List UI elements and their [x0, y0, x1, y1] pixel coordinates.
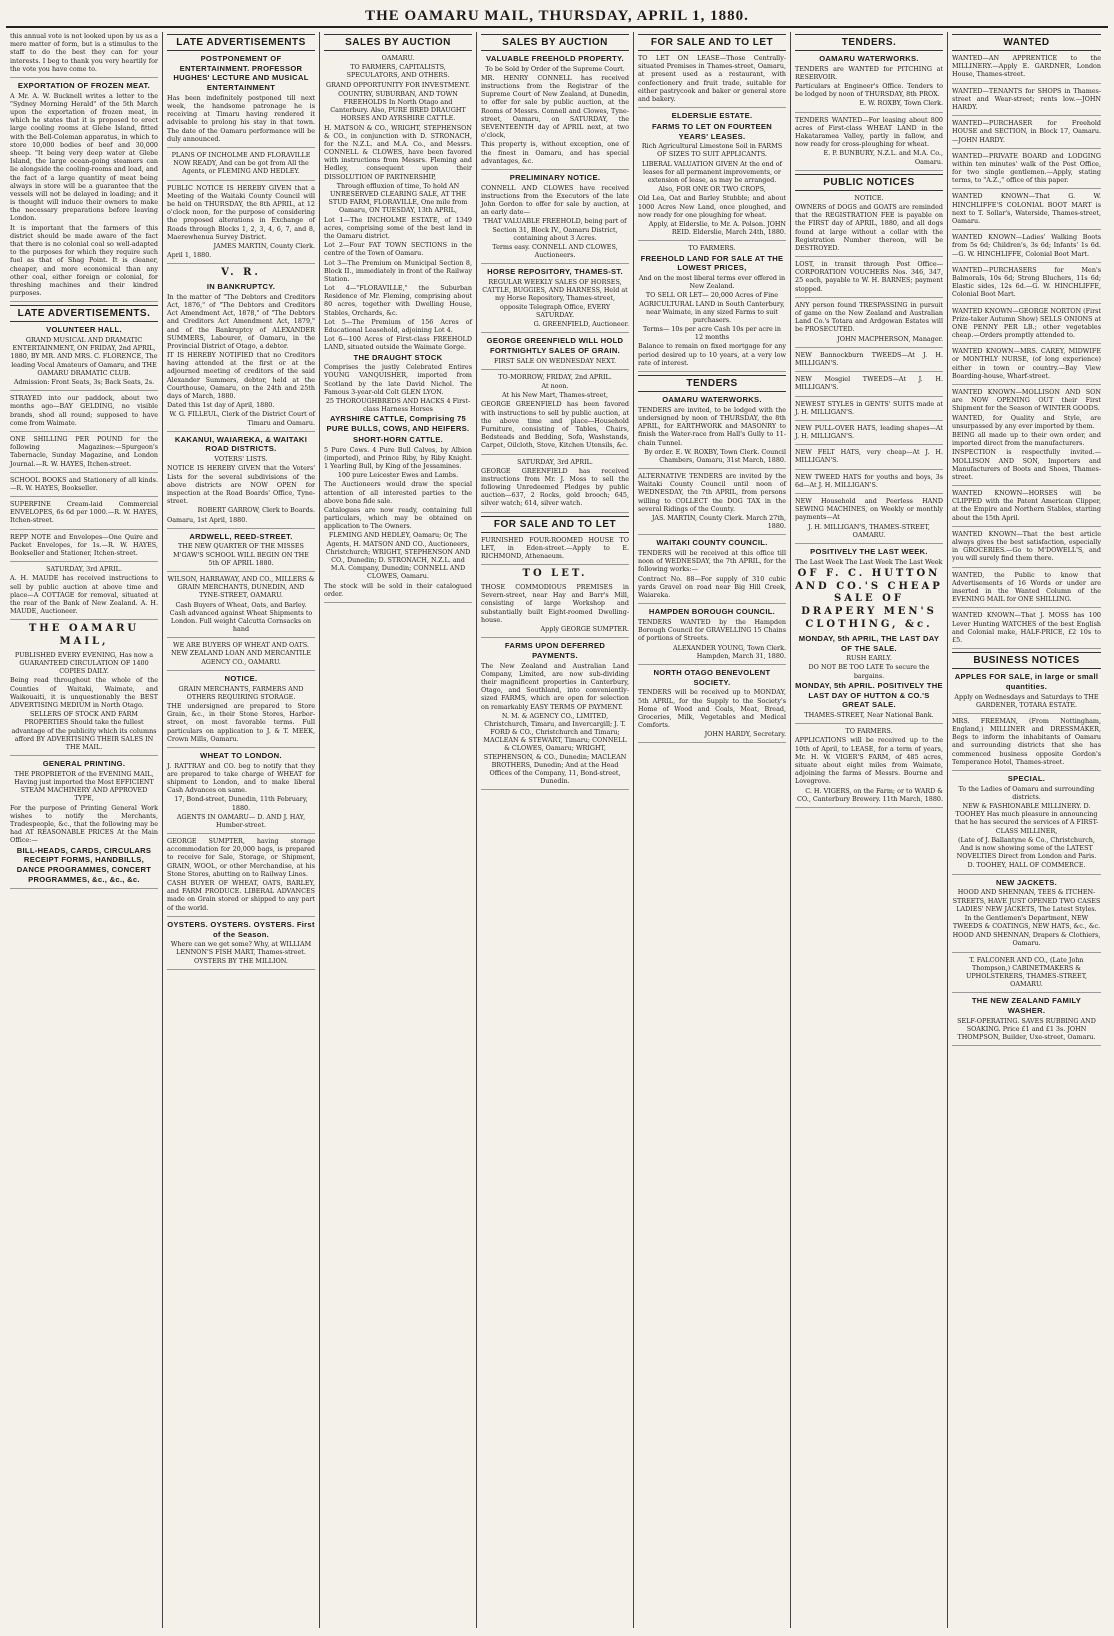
ad-date: Dated this 1st day of April, 1880.: [167, 401, 275, 410]
ad-title: WAITAKI COUNTY COUNCIL.: [656, 538, 768, 548]
column-7: [948, 32, 1105, 1628]
ad-body: THAT VALUABLE FREEHOLD, being part of Section 31, Block IV., Oamaru District, containing about 3 Acres.: [483, 217, 627, 242]
ad-apples: [952, 672, 1101, 714]
ad-wanted: [952, 530, 1101, 568]
ad-title: APPLES FOR SALE, in large or small quantities.: [954, 672, 1099, 691]
ad-title: ARDWELL, REED-STREET.: [189, 531, 293, 541]
ad-body: ONE SHILLING PER POUND for the following Magazines:—Spurgeon's Tabernacle, Sunday Magazine, and London Journal.—R. W. HAYES, Itchen-street.: [10, 434, 158, 468]
ad-body: In the Gentlemen's Department, NEW TWEEDS & COATINGS, NEW HATS, &c., &c.: [952, 913, 1101, 931]
ad-body: 5 Pure Cows. 4 Pure Bull Calves, by Albion (imported), and Prince Riby, by Riby Knight. 1 Yearling Bull, by King of the Jessamines.: [324, 445, 472, 470]
ad-body: Terms— 10s per acre Cash 10s per acre in 12 months: [643, 325, 781, 342]
ad-body: PUBLISHED EVERY EVENING, Has now a GUARANTEED CIRCULATION OF 1400 COPIES DAILY.: [14, 650, 154, 676]
ad-milligan-suits: [795, 400, 943, 421]
ad-body: The stock will be sold in their catalogued order.: [324, 581, 472, 598]
ad-concert: [10, 325, 158, 391]
ad-body: FURNISHED FOUR-ROOMED HOUSE TO LET, in Eden-street.—Apply to E. RICHMOND, Athenaeum.: [481, 535, 629, 561]
ad-title: GEORGE GREENFIELD WILL HOLD FORTNIGHTLY SALES OF GRAIN.: [486, 336, 624, 355]
ad-body: TENDERS WANTED—For leasing about 800 acres of First-class WHEAT LAND in the Hakataramea Valley, partly in fallow, and now ready for cross-ploughing for wheat.: [795, 115, 943, 149]
article-title: EXPORTATION OF FROZEN MEAT.: [17, 80, 151, 90]
ad-signature: W. G. FILLEUL, Clerk of the District Court of Timaru and Oamaru.: [169, 410, 315, 427]
ad-title: NOTICE.: [224, 673, 258, 683]
ad-body: MRS. FREEMAN, (From Nottingham, England,) MILLINER and DRESSMAKER, Begs to inform the inhabitants of Oamaru and surrounding districts that she has commenced business opposite Gordon's Temperance Hotel, Thames-street.: [952, 716, 1101, 766]
ad-title: GENERAL PRINTING.: [42, 759, 126, 769]
ad-title: THE NEW ZEALAND FAMILY WASHER.: [971, 996, 1082, 1016]
ad-wanted: [952, 87, 1101, 117]
ad-body: SUPERFINE Cream-laid Commercial ENVELOPES, 6s 6d per 1000.—R. W. HAYES, Itchen-street.: [10, 500, 158, 525]
ad-wanted: [952, 307, 1101, 345]
section-header-public-notices: PUBLIC NOTICES: [795, 174, 943, 191]
ad-title: IN BANKRUPTCY.: [206, 282, 276, 292]
ad-body: (Late of J. Ballantyne & Co., Christchurch, And is now showing some of the LATEST NOVELTIES Direct from London and Paris.: [956, 835, 1097, 861]
ad-title: OAMARU WATERWORKS.: [819, 54, 919, 63]
ad-signature: G. GREENFIELD, Auctioneer.: [533, 320, 629, 329]
ad-signature: J. H. MILLIGAN'S, THAMES-STREET, OAMARU.: [808, 522, 930, 539]
ad-body: WANTED—TENANTS for SHOPS in Thames-street and Wear-street; rents low.—JOHN HARDY.: [952, 86, 1101, 111]
ad-title: VOTERS' LISTS.: [214, 455, 268, 464]
ad-milligan-felt: [795, 448, 943, 469]
ad-wanted: [952, 571, 1101, 609]
ad-body: Cash Buyers of Wheat, Oats, and Barley. Cash advanced against Wheat Shipments to London. Full weight Calcutta Cornsacks on hand: [169, 600, 313, 634]
ad-body: SELF-OPERATING. SAVES RUBBING AND SOAKING. Price £1 and £1 3s. JOHN THOMPSON, Builder, Uxe-street, Oamaru.: [957, 1016, 1096, 1042]
ad-title: SHORT-HORN CATTLE.: [352, 434, 444, 444]
ad-body: CASH BUYER OF WHEAT, OATS, BARLEY, and FARM PRODUCE. LIBERAL ADVANCES made on Grain stored or shipped to any part of the world.: [167, 879, 315, 912]
ad-body: Particulars at Engineer's Office. Tenders to be lodged by noon of THURSDAY, 8th PROX.: [795, 82, 943, 99]
ad-superfine: [10, 500, 158, 530]
ad-benevolent: [638, 668, 786, 744]
ad-body: THOSE COMMODIOUS PREMISES in Severn-street, near Hay and Barr's Mill, consisting of large Workshop and substantially built Eight-roomed Dwelling-house.: [481, 583, 629, 624]
ad-title: POSITIVELY THE LAST WEEK.: [810, 546, 928, 556]
ad-title: NEW JACKETS.: [996, 877, 1057, 887]
ad-body: THE NEW QUARTER OF THE MISSES M'GAW'S SCHOOL WILL BEGIN ON THE 5th OF APRIL 1880.: [173, 542, 309, 567]
ad-elderslie: [638, 111, 786, 241]
ad-toohey: [952, 774, 1101, 875]
column-6: [791, 32, 948, 1628]
ad-body: WANTED KNOWN—GEORGE NORTON (First Prize-taker Autumn Show) SELLS ONIONS at ONE PENNY PER LB.; other vegetables cheap.—Orders promptly attended to.: [952, 306, 1101, 340]
ad-body: And on the most liberal terms ever offered in New Zealand.: [638, 273, 786, 291]
ad-voters: [167, 435, 315, 529]
ad-body: 100 pure Leicester Ewes and Lambs.: [337, 471, 459, 480]
ad-furnished: [481, 536, 629, 566]
ad-milligan-machines: [795, 497, 943, 544]
ad-signature: Apply GEORGE SUMPTER.: [540, 624, 629, 633]
ad-farms-deferred: [481, 641, 629, 790]
ad-body: Contract No. 88—For supply of 310 cubic yards Gravel on road near Big Hill Creek, Waiareka.: [638, 574, 786, 600]
ad-body: TENDERS WANTED by the Hampden Borough Council for GRAVELLING 15 Chains of portions of Streets.: [638, 617, 786, 643]
ad-date: At noon.: [541, 382, 569, 391]
column-1: [6, 32, 163, 1628]
ad-bankruptcy: [167, 267, 315, 432]
ad-title: KAKANUI, WAIAREKA, & WAITAKI ROAD DISTRICTS.: [174, 434, 308, 454]
ad-body: INSPECTION is respectfully invited.—MOLLISON AND SON, Importers and Manufacturers of Boots and Shoes, Thames-street.: [952, 448, 1101, 481]
ad-body: DO NOT BE TOO LATE To secure the bargains.: [808, 663, 930, 680]
ad-body: Has been indefinitely postponed till next week, the handsome patronage he is receiving at Timaru having rendered it advisable to prolong his stay in that town. The date of the Oamaru performance will be duly announced.: [167, 93, 315, 143]
ad-body: WANTED KNOWN—Ladies' Walking Boots from 5s 6d; Children's, 3s 6d; Infants' 1s 6d.—G. W. HINCHLIFFE, Colonial Boot Mart.: [952, 233, 1101, 258]
ad-title: V. R.: [221, 267, 261, 279]
ad-body: PUBLIC NOTICE IS HEREBY GIVEN that a Meeting of the Waitaki County Council will be held on THURSDAY, the 8th APRIL, at 12 o'clock noon, for the purpose of considering the proposed alterations in Exchange of Roads through Blocks 1, 2, 3, 4, 6, 7, and 8, Maerewhenua Survey District.: [167, 183, 315, 241]
section-header-wanted: WANTED: [952, 34, 1101, 51]
ad-body: SCHOOL BOOKS and Stationery of all kinds.—R. W. HAYES, Bookseller.: [10, 475, 158, 492]
ad-title: NORTH OTAGO BENEVOLENT SOCIETY.: [653, 667, 771, 687]
ad-body: GEORGE SUMPTER, having storage accommodation for 20,000 bags, is prepared to receive for Sale, Storage, or Shipment, GRAIN, WOOL, or other Merchandise, at his Stone Stores, abutting on to Railway Lines.: [167, 837, 315, 878]
ad-signature: Terms easy. CONNELL AND CLOWES, Auctioneers.: [492, 243, 618, 260]
ad-hood-shennan: [952, 878, 1101, 953]
ad-signature: JOHN HARDY, Secretary.: [704, 730, 786, 739]
ad-milligan-pullover: [795, 424, 943, 445]
ad-wanted: [952, 119, 1101, 149]
ad-body: NOTICE IS HEREBY GIVEN that the Voters' Lists for the several subdivisions of the above districts are NOW OPEN for inspection at the Road Boards' Office, Tyne-street.: [167, 464, 315, 506]
ad-body: WANTED, for Quality and Style, are unsurpassed by any ever imported by them.: [952, 413, 1101, 430]
ad-body: AGENTS IN OAMARU— D. AND J. HAY, Humber-street.: [176, 812, 306, 829]
ad-body: WANTED—PURCHASER for Freehold HOUSE and SECTION, in Block 17, Oamaru.—JOHN HARDY.: [952, 119, 1101, 144]
ad-signature: JAS. MARTIN, County Clerk. March 27th, 1880.: [651, 514, 786, 531]
ad-title: OAMARU.: [381, 54, 415, 62]
ad-body: WANTED KNOWN—MRS. CAREY, MIDWIFE or MONTHLY NURSE, (of long experience) either in town or country.—Bay View Boarding-house, Wharf-street.: [952, 347, 1101, 380]
ad-signature: HOOD AND SHENNAN, Drapers & Clothiers, Oamaru.: [952, 931, 1101, 948]
ad-body: LIBERAL VALUATION GIVEN At the end of leases for all permanent improvements, or extension of lease, as may be arranged.: [642, 159, 782, 185]
section-header-auction: SALES BY AUCTION: [481, 34, 629, 51]
ad-buyers: [167, 641, 315, 671]
ad-hutton-sale: [795, 547, 943, 724]
ad-lost: [795, 260, 943, 298]
ad-general-printing: [10, 759, 158, 889]
ad-body: IT IS HEREBY NOTIFIED that no Creditors having attended at the first or at the adjourned meeting of creditors of the said Alexander Summers, debtor, held at the Courthouse, Oamaru, on the 24th and 25th days of March, 1880.: [167, 351, 315, 401]
ad-pledges: [481, 458, 629, 513]
ad-vigers-farm: [795, 727, 943, 808]
ad-oysters: [167, 920, 315, 970]
ad-wanted: [952, 388, 1101, 486]
ad-body: ALTERNATIVE TENDERS are invited by the Waitaki County Council until noon of WEDNESDAY, the 7th APRIL, from persons willing to COLLECT the DOG TAX in the several Ridings of the County.: [638, 472, 786, 513]
ad-body: Balance to remain on fixed mortgage for any period desired up to 10 years, at a very low rate of interest.: [638, 342, 786, 367]
ad-oamaru-mail: [10, 623, 158, 756]
ad-signature: JAMES MARTIN, County Clerk.: [213, 241, 315, 250]
ad-body: Apply on Wednesdays and Saturdays to THE GARDENER, TOTARA ESTATE.: [954, 692, 1099, 709]
ad-signature: E. W. ROXBY, Town Clerk.: [859, 99, 943, 108]
ad-postponement: [167, 54, 315, 148]
ad-title: HORSE REPOSITORY, THAMES-ST.: [487, 267, 623, 277]
ad-body: BILL-HEADS, CARDS, CIRCULARS RECEIPT FORMS, HANDBILLS, DANCE PROGRAMMES, CONCERT PROGRAMMES, &c., &c., &c.: [16, 845, 152, 884]
ad-body: WANTED KNOWN—HORSES will be CLIPPED with the Patent American Clipper, at the Empire and Northern Stables, starting about the 15th April.: [952, 489, 1101, 522]
ad-body: T. FALCONER AND CO., (Late John Thompson,) CABINETMAKERS & UPHOLSTERERS, THAMES-STREET, OAMARU.: [965, 955, 1088, 989]
ad-body: FLEMING AND HEDLEY, Oamaru; Or, The Agents, H. MATSON AND CO., Auctioneers, Christchurch; WRIGHT, STEPHENSON AND CO., Dunedin; D. STRONACH, N.Z.L. and M.A. Company, Dunedin; CONNELL AND CLOWES, Oamaru.: [325, 531, 471, 581]
ad-body: NEW Mosgiel TWEEDS—At J. H. MILLIGAN'S.: [795, 375, 943, 392]
ad-title: FARMS UPON DEFERRED PAYMENTS.: [504, 641, 606, 660]
ad-body: GRAND MUSICAL AND DRAMATIC ENTERTAINMENT, ON FRIDAY, 2nd APRIL, 1880, BY MR. AND MRS. C. FLORENCE, The leading Vocal Amateurs of Oamaru, and THE OAMARU DRAMATIC CLUB.: [10, 336, 158, 377]
ad-wanted: [952, 233, 1101, 263]
ad-title: SPECIAL.: [1007, 774, 1046, 783]
ad-body: To be Sold by Order of the Supreme Court.: [485, 64, 625, 73]
ad-wanted: [952, 192, 1101, 230]
ad-wanted: [952, 611, 1101, 649]
ad-body: CONNELL AND CLOWES have received instructions from the Executors of the late John Gordon to offer for sale by auction, at an early date—: [481, 183, 629, 217]
ad-title: OF F. C. HUTTON AND CO.'S CHEAP SALE OF DRAPERY MEN'S CLOTHING, &c.: [795, 567, 943, 631]
ad-signature: JOHN MACPHERSON, Manager.: [837, 334, 943, 343]
article-frozen-meat: [10, 81, 158, 302]
ad-title: FARMS TO LET ON FOURTEEN YEARS' LEASES.: [651, 121, 773, 141]
ad-strayed: [10, 394, 158, 432]
ad-storage: [167, 674, 315, 748]
ad-body: THAMES-STREET, Near National Bank.: [804, 711, 934, 720]
ad-body: REGULAR WEEKLY SALES OF HORSES, CATTLE, BUGGIES, AND HARNESS, Held at my Horse Repository, Thames-street, opposite Telegraph Office, EVERY SATURDAY.: [482, 278, 628, 319]
ad-body: BEING all made up to their own order, and imported direct from the manufacturers.: [952, 430, 1101, 448]
masthead: [6, 6, 1108, 28]
ad-title: OAMARU WATERWORKS.: [662, 395, 762, 405]
ad-body: WANTED KNOWN—That the best article always gives the best satisfaction, especially in GROCERIES.—Go to M'DOWELL'S, and you will surely find them there.: [952, 529, 1101, 563]
ad-body: Being read throughout the whole of the Counties of Waitaki, Waimate, and Waikouaiti, it is unquestionably the BEST ADVERTISING MEDIUM in North Otago.: [10, 676, 158, 710]
ad-floraville-sale: [324, 54, 472, 603]
ad-body: TENDERS are invited, to be lodged with the undersigned by noon of THURSDAY, the 8th APRIL, for EARTHWORK and MASONRY to finish the Water-race from Hall's Gully to 11-chain Tunnel.: [638, 405, 786, 447]
columns: [6, 32, 1108, 1628]
ad-body: RUSH EARLY.: [846, 654, 892, 663]
ad-pitching: [795, 54, 943, 113]
ad-body: COUNTRY, SUBURBAN, AND TOWN FREEHOLDS In North Otago and Canterbury. Also, PURE BRED DRAUGHT HORSES AND AYRSHIRE CATTLE.: [330, 89, 466, 123]
ad-signature: By order. E. W. ROXBY, Town Clerk. Council Chambers, Oamaru, 31st March, 1880.: [644, 447, 786, 464]
ad-to-let: [481, 568, 629, 638]
ad-dogs: [795, 194, 943, 257]
ad-grain-sales: [481, 336, 629, 370]
masthead-title: THE OAMARU MAIL, THURSDAY, APRIL 1, 1880.: [365, 7, 749, 24]
ad-body: This property is, without exception, one of the finest in Oamaru, and has special advantages, &c.: [481, 140, 629, 165]
ad-body: TENDERS will be received at this office till noon of WEDNESDAY, the 7th APRIL, for the following works:—: [638, 549, 786, 574]
section-header-late-ads: LATE ADVERTISEMENTS.: [10, 305, 158, 322]
ad-preliminary: [481, 173, 629, 264]
ad-signature: ROBERT GARROW, Clerk to Boards.: [197, 506, 315, 515]
ad-body: LOST, in transit through Post Office—CORPORATION VOUCHERS Nos. 346, 347, 25 each, payable to W. H. BARNES; payment stopped.: [795, 260, 943, 293]
ad-body: 25 THOROUGHBREDS AND HACKS 4 First-class Harness Horses: [325, 397, 471, 414]
ad-body: SELLERS OF STOCK AND FARM PROPERTIES Should take the fullest advantage of the publicity which its columns afford BY ADVERTISING THEIR SALES IN THE MAIL.: [11, 710, 157, 751]
ad-body: WANTED—PRIVATE BOARD and LODGING within ten minutes' walk of the Post Office, for two single gentlemen.—Apply, stating terms, to "A.Z.," office of this paper.: [952, 151, 1101, 185]
ad-body: NEW & FASHIONABLE MILLINERY. D. TOOHEY Has much pleasure in announcing that he has secured the services of A FIRST-CLASS MILLINER,: [954, 802, 1099, 835]
ad-title: ELDERSLIE ESTATE.: [671, 111, 753, 121]
ad-waitaki-council: [638, 538, 786, 604]
ad-body: WANTED—AN APPRENTICE to the MILLINERY.—Apply E. GARDNER, London House, Thames-street.: [952, 54, 1101, 79]
ad-title: WHEAT TO LONDON.: [200, 750, 282, 760]
section-header-auction: SALES BY AUCTION: [324, 34, 472, 51]
ad-mcgaw: [167, 532, 315, 572]
ad-signature: ALEXANDER YOUNG, Town Clerk. Hampden, March 31, 1880.: [673, 643, 786, 660]
ad-title: TO FARMERS, CAPITALISTS, SPECULATORS, AND OTHERS.: [346, 63, 450, 80]
section-header-tenders: TENDERS.: [795, 34, 943, 51]
ad-body: In the matter of "The Debtors and Creditors Act, 1876," of "The Debtors and Creditors Act Amendment Act, 1878," of "The Debtors and Creditors Act Amendment Act, 1879," and of the Bankruptcy of ALEXANDER SUMMERS, Labourer, of Oamaru, in the Provincial District of Otago, a debtor.: [167, 292, 315, 350]
ad-body: 17, Bond-street, Dunedin, 11th February, 1880.: [174, 795, 308, 812]
ad-body: ANY person found TRESPASSING in pursuit of game on the New Zealand and Australian Land Co.'s Totara and Ardgowan Estates will be PROSECUTED.: [795, 300, 943, 334]
ad-washer: [952, 996, 1101, 1046]
ad-title: MONDAY, 5th APRIL, THE LAST DAY OF THE SALE.: [798, 633, 940, 653]
ad-body: H. MATSON & CO., WRIGHT, STEPHENSON & CO., in conjunction with D. STRONACH, for the N.Z.L. and M.A. Co., and Messrs. CONNELL & CLOWES, have been favored with instructions from Messrs. Fleming and Hedley, consequent upon their DISSOLUTION OF PARTNERSHIP,: [324, 123, 472, 181]
ad-wanted: [952, 54, 1101, 84]
ad-body: To the Ladies of Oamaru and surrounding districts.: [958, 784, 1095, 801]
ad-body: THE undersigned are prepared to Store Grain, &c., in their Stone Stores, Harbor-street, on most favorable terms. Full particulars on application to J. & T. MEEK, Crown Mills, Oamaru.: [167, 701, 315, 743]
ad-body: Also, FOR ONE OR TWO CROPS,: [658, 185, 766, 194]
ad-wheat-london: [167, 751, 315, 834]
ad-body: The Auctioneers would draw the special attention of all interested parties to the above bona fide sale.: [324, 480, 472, 505]
ad-body: Admission: Front Seats, 3s; Back Seats, 2s.: [13, 378, 155, 386]
ad-signature: D. TOOHEY, HALL OF COMMERCE.: [967, 861, 1086, 870]
ad-body: TO LET ON LEASE—Those Centrally-situated Premises in Thames-street, Oamaru, at present used as a restaurant, with confectionery and fruit trade, suitable for either pastrycook and baker or general store and bakery.: [638, 54, 786, 103]
ad-lot: Lot 4—"FLORAVILLE," the Suburban Residence of Mr. Fleming, comprising about 80 acres, together with Dwelling House, Stables, Orchards, &c.: [324, 284, 472, 317]
ad-body: NEW PULL-OVER HATS, leading shapes—At J. H. MILLIGAN'S.: [795, 423, 943, 441]
ad-repository: [481, 267, 629, 333]
ad-date: SATURDAY, 3rd APRIL.: [46, 565, 122, 574]
ad-body: HOOD AND SHENNAN, TEES & ITCHEN-STREETS, HAVE JUST OPENED TWO CASES LADIES' NEW JACKETS, The Latest Styles.: [952, 888, 1101, 913]
ad-shilling: [10, 435, 158, 473]
ad-lot: Lot 5—The Premium of 156 Acres of Educational Leasehold, adjoining Lot 4.: [324, 317, 472, 334]
ad-milligan-tweed-hats: [795, 473, 943, 494]
ad-lease: [638, 54, 786, 108]
ad-freehold-land: [638, 244, 786, 372]
ad-title: GRAND OPPORTUNITY FOR INVESTMENT.: [325, 80, 471, 89]
ad-body: OWNERS of DOGS and GOATS are reminded that the REGISTRATION FEE is payable on the FIRST day of APRIL, 1880, and all dogs found at large without a collar with the Registration Number thereon, will be DESTROYED.: [795, 202, 943, 252]
ad-wanted: [952, 152, 1101, 190]
ad-title: NOTICE.: [854, 193, 884, 202]
ad-body: Comprises the justly Celebrated Entires YOUNG VANQUISHER, imported from Scotland by the late David Nichol. The Famous 3-year-old Colt GLEN LYON.: [324, 363, 472, 396]
ad-body: NEW Household and Peerless HAND SEWING MACHINES, on Weekly or monthly payments—At: [795, 497, 943, 522]
ad-body: Old Lea, Oat and Barley Stubble; and about 1000 Acres New Land, once ploughed, and now ready for one ploughing for wheat.: [638, 194, 786, 219]
ad-title: THE OAMARU MAIL,: [28, 623, 140, 648]
ad-signature: Apply, at Elderslie, to Mr. A. Polson. JOHN REID. Elderslie, March 24th, 1880.: [648, 219, 786, 237]
column-5: [634, 32, 791, 1628]
ad-repp: [10, 533, 158, 563]
ad-body: Where can we get some? Why, at WILLIAM LENNON'S FISH MART, Thames-street. OYSTERS BY THE MILLION.: [170, 940, 312, 965]
article-opening: [10, 32, 158, 78]
ad-body: TO SELL OR LET— 20,000 Acres of Fine AGRICULTURAL LAND in South Canterbury, near Waimate, in any sized Farms to suit purchasers.: [639, 291, 785, 324]
ad-date: TO-MORROW, FRIDAY, 2nd APRIL.: [498, 372, 612, 381]
ad-body: Rich Agricultural Limestone Soil in FARMS OF SIZES TO SUIT APPLICANTS.: [641, 142, 783, 159]
ad-body: NEWEST STYLES in GENTS' SUITS made at J. H. MILLIGAN'S.: [795, 399, 943, 416]
ad-body: STRAYED into our paddock, about two months ago—BAY GELDING, no visible brands, shod all round; supposed to have come from Waimate.: [10, 394, 158, 427]
ad-body: WANTED—PURCHASERS for Men's Balmorals, 10s 6d; Strong Bluchers, 11s 6d; Elastic sides, 12s 6d.—G. W. HINCHLIFFE, Colonial Boot Mart.: [952, 265, 1101, 299]
ad-body: J. RATTRAY and CO. beg to notify that they are prepared to take charge of WHEAT for shipment to London, and to make liberal Cash Advances on same.: [167, 761, 315, 795]
ad-body: NEW FELT HATS, very cheap—At J. H. MILLIGAN'S.: [795, 448, 943, 465]
ad-body: N. M. & AGENCY CO., LIMITED, Christchurch, Timaru, and Invercargill; J. T. FORD & CO., Christchurch and Timaru; MACLEAN & STEWART, Timaru; CONNELL & CLOWES, Oamaru; WRIGHT, STEPHENSON, & CO., Dunedin; MACLEAN BROTHERS, Dunedin; And at the Head Offices of the Company, 11, Bond-street, Dunedin.: [483, 711, 627, 786]
ad-freehold: [481, 54, 629, 170]
ad-body: TENDERS are WANTED for PITCHING at RESERVOIR.: [795, 64, 943, 81]
ad-body: REPP NOTE and Envelopes—One Quire and Packet Envelopes, for 1s.—R. W. HAYES, Bookseller and Stationer, Itchen-street.: [10, 532, 158, 557]
ad-milligan-mosgiel: [795, 375, 943, 396]
ad-title: THE DRAUGHT STOCK: [353, 352, 443, 362]
ad-title: WILSON, HARRAWAY, AND CO., MILLERS & GRAIN MERCHANTS, DUNEDIN, AND TYNE-STREET, OAMARU.: [167, 574, 315, 600]
ad-milligan-tweeds: [795, 351, 943, 372]
ad-title: AYRSHIRE CATTLE, Comprising 75 PURE BULLS, COWS, AND HEIFERS.: [326, 414, 470, 434]
ad-maude: [10, 565, 158, 620]
ad-signature: E. P. BUNBURY, N.Z.L. and M.A. Co., Oamaru.: [823, 149, 943, 166]
ad-furniture: [481, 373, 629, 455]
ad-body: TENDERS will be received up to MONDAY, 5th APRIL, for the Supply to the Society's Home of Wood and Coals, Meat, Bread, Groceries, Milk, Vegetables and Medical Comforts.: [638, 688, 786, 730]
ad-school-books: [10, 476, 158, 497]
ad-body: FIRST SALE ON WEDNESDAY NEXT.: [493, 356, 617, 365]
ad-body: WANTED, the Public to know that Advertisements of 16 Words or under are inserted in the Wanted Column of the EVENING MAIL for ONE SHILLING.: [952, 570, 1101, 604]
ad-body: WANTED KNOWN—MOLLISON AND SON are NOW OPENING OUT their First Shipment for the Season of WINTER GOODS.: [952, 388, 1101, 413]
ad-wanted: [952, 489, 1101, 527]
article-body-2: It is important that the farmers of this district should be made aware of the fact that there is no colonial coal so well-adapted to the purposes for which they require such fuel as that of Shag Point. It is cleaner, cheaper, and more economical than any other coal, either foreign or colonial, for threshing machines and their kindred purposes.: [10, 223, 158, 298]
ad-date: April 1, 1880.: [167, 251, 212, 260]
section-header-business: BUSINESS NOTICES: [952, 652, 1101, 669]
ad-title: TO LET.: [522, 568, 588, 580]
ad-body: GEORGE GREENFIELD has received instructions from Mr. J. Moss to sell the following Unredeemed Pledges by public auction—637, 2 Rocks, gold brooch; 645, silver watch; 614, silver watch.: [481, 466, 629, 508]
column-4: [477, 32, 634, 1628]
ad-body: At his New Mart, Thames-street,: [501, 391, 609, 400]
ad-title: HAMPDEN BOROUGH COUNCIL.: [648, 607, 776, 617]
ad-body: WE ARE BUYERS OF WHEAT AND OATS. NEW ZEALAND LOAN AND MERCANTILE AGENCY CO., OAMARU.: [170, 641, 312, 666]
ad-body: APPLICATIONS will be received up to the 10th of April, to LEASE, for a term of years, Mr. H. W. VIGER'S FARM, of 485 acres, situate about eight miles from Waimate, adjoining the farms of Messrs. Bourne and Lovegrove.: [795, 736, 943, 786]
ad-lot: Lot 3—The Premium on Municipal Section 8, Block II., immediately in front of the Railway Station.: [324, 258, 472, 283]
ad-title: TO FARMERS.: [845, 727, 893, 736]
ad-body: A. H. MAUDE has received instructions to sell by public auction at above time and place—A COTTAGE for removal, situated at the rear of the Bank of New Zealand. A. H. MAUDE, Auctioneer.: [10, 574, 158, 616]
ad-body: WANTED KNOWN—That J. MOSS has 100 Lever Hunting WATCHES of the best English and Colonial make, HALF-PRICE, £2 10s to £5.: [952, 611, 1101, 644]
article-opening-text: this annual vote is not looked upon by us as a mere matter of form, but is a stimulus to the staff to do the best they can for your interests. I beg to thank you very heartily for the vote you have come to.: [10, 32, 158, 73]
ad-title: OYSTERS. OYSTERS. OYSTERS. First of the Season.: [167, 919, 315, 939]
ad-body: Catalogues are now ready, containing full particulars, which may be obtained on application to The Owners.: [324, 505, 472, 531]
ad-title: TO FARMERS.: [688, 244, 736, 253]
ad-wanted: [952, 347, 1101, 385]
ad-title: MONDAY, 5th APRIL. POSITIVELY THE LAST DAY OF HUTTON & CO.'S GREAT SALE.: [795, 680, 943, 710]
ad-wheat-land: [795, 116, 943, 171]
ad-title: VALUABLE FREEHOLD PROPERTY.: [486, 54, 624, 63]
ad-body: The New Zealand and Australian Land Company, Limited, are now sub-dividing their magnificent properties in Canterbury, Otago, and Southland, into conveniently-sized FARMS, which are open for selection on remarkably EASY TERMS OF PAYMENT.: [481, 661, 629, 711]
ad-plans: [167, 151, 315, 181]
ad-lot: Lot 2—Four FAT TOWN SECTIONS in the centre of the Town of Oamaru.: [324, 241, 472, 258]
ad-title: VOLUNTEER HALL.: [46, 325, 122, 335]
ad-public-notice: [167, 184, 315, 265]
ad-signature: C. H. VIGERS, on the Farm; or to WARD & CO., Canterbury Brewery. 11th March, 1880.: [797, 786, 943, 803]
ad-sumpter: [167, 837, 315, 917]
section-header-late-ads: LATE ADVERTISEMENTS: [167, 34, 315, 51]
ad-lot: Lot 6—100 Acres of First-class FREEHOLD LAND, situated outside the Waimate Gorge.: [324, 335, 472, 352]
ad-body: WANTED KNOWN—That G. W. HINCHLIFFE'S COLONIAL BOOT MART is next to T. Sollar's, Waterside, Thames-street, Oamaru.: [952, 192, 1101, 225]
ad-falconer: [952, 956, 1101, 994]
ad-lot: Lot 1—The INCHOLME ESTATE, of 1349 acres, comprising some of the best land in the Oamaru district.: [324, 215, 472, 240]
ad-body: MR. HENRY CONNELL has received instructions from the Registrar of the Supreme Court of New Zealand, at Dunedin, to offer for sale by public auction, at the Rooms of Messrs. Connell and Clowes, Tyne-street, Oamaru, on SATURDAY, the SEVENTEENTH day of APRIL next, at two o'clock,: [481, 73, 629, 140]
ad-body: NEW Bannockburn TWEEDS—At J. H. MILLIGAN'S.: [795, 350, 943, 367]
column-3: [320, 32, 477, 1628]
ad-title: PRELIMINARY NOTICE.: [509, 172, 601, 182]
section-header-tenders: TENDERS: [638, 375, 786, 392]
article-body: A Mr. A. W. Bucknell writes a letter to the "Sydney Morning Herald" of the 5th March upon the exportation of frozen meat, in which he states that it is proposed to erect large cooling rooms at Glebe Island, fitted with the Bell-Coleman apparatus, in which to store 10,000 bodies of beef and 30,000 sheep. "It being very deep water at Glebe Island, the large ocean-going steamers can lie alongside the cooling-rooms and load, and the fact of a large quantity of meat being always in store will be a guarantee that the vessels will not be delayed in loading; and it is thought will induce their owners to make the necessary preparations before leaving London.: [10, 91, 158, 223]
ad-wilson: [167, 575, 315, 638]
ad-hampden: [638, 607, 786, 665]
ad-dog-tax: [638, 472, 786, 535]
section-header-for-sale: FOR SALE AND TO LET: [481, 516, 629, 533]
ad-body: THE PROPRIETOR of the EVENING MAIL, Having just imported the Most EFFICIENT STEAM MACHINERY AND APPROVED TYPE,: [14, 769, 154, 803]
section-header-for-sale: FOR SALE AND TO LET: [638, 34, 786, 51]
ad-freeman: [952, 717, 1101, 771]
ad-date: SATURDAY, 3rd APRIL.: [517, 457, 593, 466]
ad-body: GEORGE GREENFIELD has been favored with instructions to sell by public auction, at the above time and place—Household Furniture, consisting of Tables, Chairs, Bedsteads and Bedding, Sofa, Washstands, Carpet, Oilcloth, Stove, Kitchen Utensils, &c.: [481, 400, 629, 450]
ad-body: The Last Week The Last Week The Last Week: [795, 557, 943, 566]
ad-waterworks: [638, 395, 786, 469]
ad-trespassing: [795, 301, 943, 348]
ad-body: Through effluxion of time, To hold AN UNRESERVED CLEARING SALE, AT THE STUD FARM, FLORAVILLE, One mile from Oamaru, ON TUESDAY, 13th APRIL,: [328, 181, 468, 215]
ad-title: POSTPONEMENT OF ENTERTAINMENT. PROFESSOR HUGHES' LECTURE AND MUSICAL ENTERTAINMENT: [173, 54, 309, 93]
ad-title: GRAIN MERCHANTS, FARMERS AND OTHERS REQUIRING STORAGE.: [178, 684, 304, 701]
ad-date: Oamaru, 1st April, 1880.: [167, 515, 248, 524]
column-2: [163, 32, 320, 1628]
ad-title: FREEHOLD LAND FOR SALE AT THE LOWEST PRICES,: [640, 253, 784, 273]
ad-body: NEW TWEED HATS for youths and boys, 3s 6d—At J. H. MILLIGAN'S.: [795, 472, 943, 489]
ad-body: PLANS OF INCHOLME AND FLORAVILLE NOW READY, And can be got from All the Agents, or FLEMING AND HEDLEY.: [171, 151, 311, 176]
ad-wanted: [952, 266, 1101, 304]
ad-body: For the purpose of Printing General Work wishes to notify the Merchants, Tradespeople, &c., that the following may be had AT REASONABLE PRICES At the Main Office:—: [10, 803, 158, 845]
